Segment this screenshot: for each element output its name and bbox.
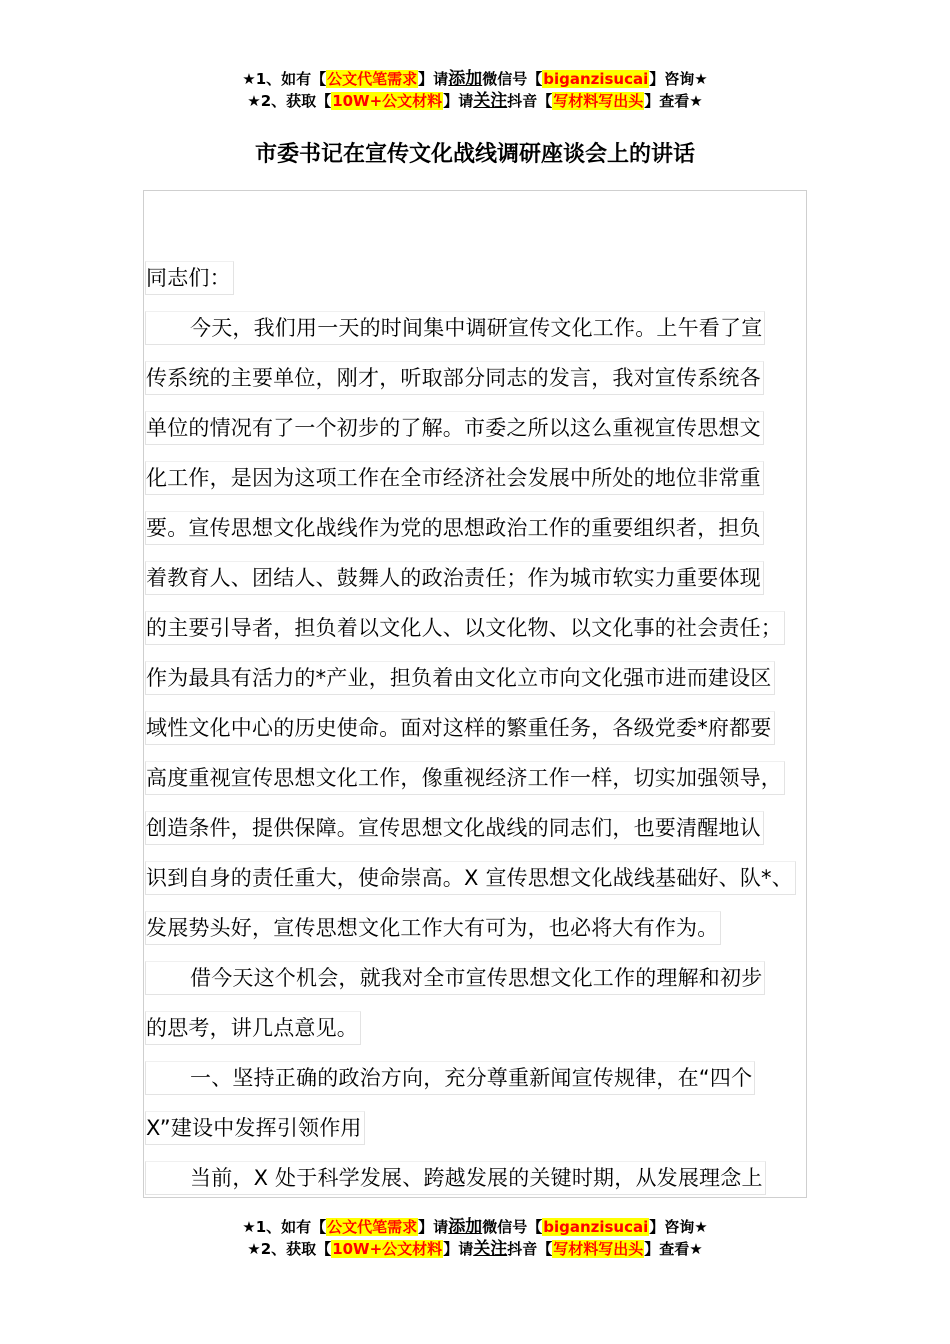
highlight-materials: 10W+公文材料: [332, 1240, 443, 1258]
greeting: 同志们：: [145, 252, 234, 302]
promo-line-1: ★1、如有【公文代笔需求】请添加微信号【biganzisucai】咨询★: [242, 1217, 708, 1237]
document-title: 市委书记在宣传文化战线调研座谈会上的讲话: [254, 142, 695, 167]
highlight-wechat-id: biganzisucai: [543, 1218, 649, 1236]
paragraph-2: 借今天这个机会，就我对全市宣传思想文化工作的理解和初步 的思考，讲几点意见。: [145, 952, 765, 1052]
underline-add: 添加: [448, 1217, 483, 1237]
promo-line-2: ★2、获取【10W+公文材料】请关注抖音【写材料写出头】查看★: [247, 1239, 703, 1259]
highlight-douyin: 写材料写出头: [553, 92, 644, 110]
section-heading-1: 一、坚持正确的政治方向，充分尊重新闻宣传规律，在“四个 X”建设中发挥引领作用: [145, 1052, 755, 1152]
footer-promo: [0, 1216, 950, 1260]
paragraph-1: 今天，我们用一天的时间集中调研宣传文化工作。上午看了宣 传系统的主要单位，刚才，听取部分同志的发言，我对宣传系统各 单位的情况有了一个初步的了解。市委之所以这么重视宣传思想文 化工作，是因为这项工作在全市经济社会发展中所处的地位非常重 要。宣传思想文化战线作为党的思想政治工作的重要组织者，担负 着教育人、团结人、鼓舞人的政治责任；作为城市软实力重要体现 的主要引导者，担负着以文化人、以文化物、以文化事的社会责任； 作为最具有活力的*产业，担负着由文化立市向文化强市进而建设区 域性文化中心的历史使命。面对这样的繁重任务，各级党委*府都要 高度重视宣传思想文化工作，像重视经济工作一样，切实加强领导， 创造条件，提供保障。宣传思想文化战线的同志们，也要清醒地认 识到自身的责任重大，使命崇高。X 宣传思想文化战线基础好、队*、 发展势头好，宣传思想文化工作大有可为，也必将大有作为。: [145, 302, 796, 952]
highlight-service: 公文代笔需求: [327, 1218, 418, 1236]
paragraph-3: 当前，X 处于科学发展、跨越发展的关键时期，从发展理念上: [145, 1152, 766, 1202]
header-promo: [0, 68, 950, 112]
highlight-douyin: 写材料写出头: [553, 1240, 644, 1258]
underline-add: 添加: [448, 69, 483, 89]
underline-follow: 关注: [473, 91, 508, 111]
highlight-wechat-id: biganzisucai: [543, 70, 649, 88]
highlight-service: 公文代笔需求: [327, 70, 418, 88]
promo-line-1: ★1、如有【公文代笔需求】请添加微信号【biganzisucai】咨询★: [242, 69, 708, 89]
underline-follow: 关注: [473, 1239, 508, 1259]
promo-line-2: ★2、获取【10W+公文材料】请关注抖音【写材料写出头】查看★: [247, 91, 703, 111]
highlight-materials: 10W+公文材料: [332, 92, 443, 110]
